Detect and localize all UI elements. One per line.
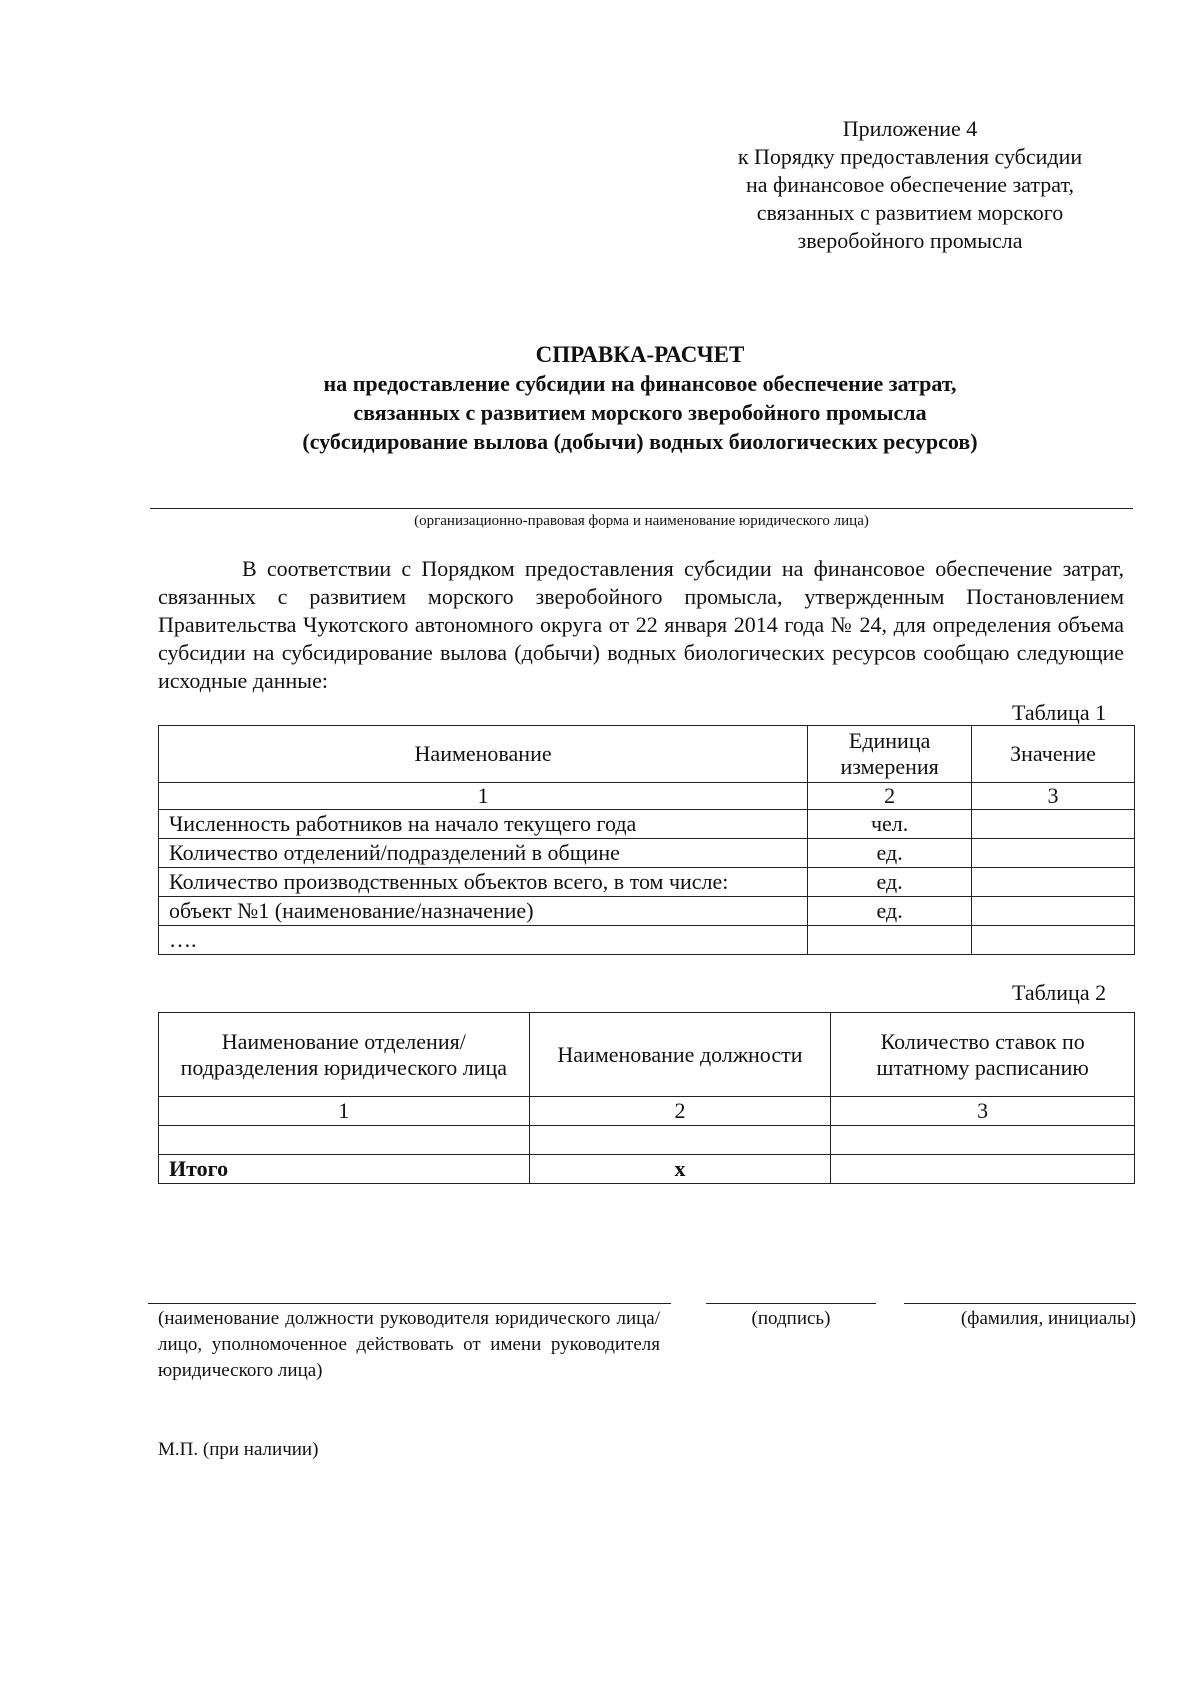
table1-number-row [159,783,1135,810]
appendix-line: связанных с развитием морского [756,200,1064,225]
document-title: СПРАВКА-РАСЧЕТ [535,342,745,367]
table-row [159,868,1135,897]
table1-value-cell[interactable] [972,897,1135,926]
table2-total-mark: х [529,1155,831,1184]
appendix-line: зверобойного промысла [797,228,1023,253]
appendix-header [700,115,1120,255]
table1-unit-cell: ед. [808,868,972,897]
table1-name-cell: Количество отделений/подразделений в общине [159,839,808,868]
stamp-note: М.П. (при наличии) [158,1439,319,1460]
table1-number-cell: 3 [972,783,1135,810]
table1-unit-cell [808,926,972,955]
table2-total-label: Итого [159,1155,530,1184]
table1-caption: Таблица 1 [1012,700,1107,725]
position-caption: (наименование должности руководителя юридического лица/ лицо, уполномоченное действовать от имени руководителя юридического лица) [158,1308,660,1381]
table1-value-cell[interactable] [972,926,1135,955]
heading-line: (субсидирование вылова (добычи) водных биологических ресурсов) [302,429,978,454]
name-caption: (фамилия, инициалы) [960,1308,1136,1329]
table1-unit-cell: ед. [808,897,972,926]
table-row [159,926,1135,955]
appendix-line: к Порядку предоставления субсидии [737,144,1083,169]
table2-number-cell: 2 [529,1097,831,1126]
table2-header-row [159,1013,1135,1097]
signature-caption: (подпись) [751,1308,831,1329]
table2-header-cell: Количество ставок по штатному расписанию [831,1013,1135,1097]
intro-paragraph: В соответствии с Порядком предоставления субсидии на финансовое обеспечение затрат, связанных с развитием морского зверобойного промысла, утвержденным Постановлением Правительства Чукотского автономного округа от 22 января 2014 года № 24, для определения объема субсидии на субсидирование вылова (добычи) водных биологических ресурсов сообщаю следующие исходные данные: [158,556,1124,693]
table2-caption: Таблица 2 [1012,980,1107,1005]
table1-header-cell: Значение [972,726,1135,783]
table1-name-cell: Численность работников на начало текущего года [159,810,808,839]
table1-name-cell: Количество производственных объектов всего, в том числе: [159,868,808,897]
table-row [159,1126,1135,1155]
document-heading [150,340,1130,456]
table1-header-cell: Наименование [159,726,808,783]
heading-line: на предоставление субсидии на финансовое обеспечение затрат, [323,371,957,396]
appendix-line: на финансовое обеспечение затрат, [746,172,1074,197]
heading-line: связанных с развитием морского зверобойного промысла [353,400,927,425]
table1-number-cell: 2 [808,783,972,810]
table2-department-cell[interactable] [159,1126,530,1155]
table2-total-value[interactable] [831,1155,1135,1184]
table1-header-row [159,726,1135,783]
signature-field-line[interactable] [706,1303,876,1304]
appendix-line: Приложение 4 [842,116,978,141]
table2-position-cell[interactable] [529,1126,831,1155]
table1-value-cell[interactable] [972,839,1135,868]
org-name-caption: (организационно-правовая форма и наименование юридического лица) [414,513,869,529]
table2-number-cell: 3 [831,1097,1135,1126]
table1-unit-cell: чел. [808,810,972,839]
table-row [159,810,1135,839]
table1-number-cell: 1 [159,783,808,810]
table2-number-cell: 1 [159,1097,530,1126]
table2-rates-cell[interactable] [831,1126,1135,1155]
org-name-field-line[interactable] [150,508,1133,509]
table1-name-cell: объект №1 (наименование/назначение) [159,897,808,926]
table2 [158,1012,1135,1184]
table2-total-row [159,1155,1135,1184]
name-field-line[interactable] [904,1303,1136,1304]
table-row [159,839,1135,868]
table-row [159,897,1135,926]
table2-header-cell: Наименование отделения/подразделения юридического лица [159,1013,530,1097]
position-field-line[interactable] [148,1303,671,1304]
table2-number-row [159,1097,1135,1126]
table1-value-cell[interactable] [972,810,1135,839]
table1-header-cell: Единица измерения [808,726,972,783]
table1 [158,725,1135,955]
table2-header-cell: Наименование должности [529,1013,831,1097]
table1-name-cell: …. [159,926,808,955]
table1-unit-cell: ед. [808,839,972,868]
table1-value-cell[interactable] [972,868,1135,897]
